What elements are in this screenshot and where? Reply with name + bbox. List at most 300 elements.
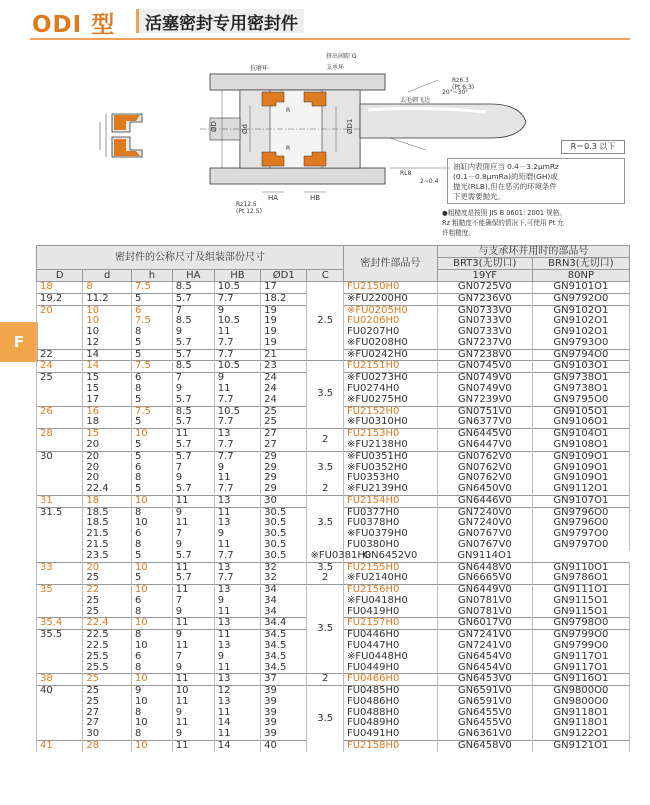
cell-h: 7.5 [131,316,172,327]
cell-brn3: GN9109O1 [532,451,629,462]
cell-d-inner: 25 [83,607,132,618]
cell-ha: 5.7 [172,551,214,562]
cell-d-outer [37,440,83,451]
cell-d-outer [37,596,83,607]
cell-d-inner: 16 [83,406,132,417]
cell-d-inner: 20 [83,463,132,474]
cell-d1: 39 [261,708,307,719]
cell-d-inner: 22.4 [83,484,132,495]
cell-d-outer [37,573,83,584]
cell-brt3: GN6591V0 [437,686,532,697]
cell-ha: 5.7 [172,573,214,584]
cell-d1: 34.4 [261,618,307,630]
cell-d-outer: 35 [37,585,83,596]
cell-d-inner: 21.5 [83,540,132,551]
cell-d1: 34 [261,585,307,596]
cell-part-number: FU2151H0 [343,361,437,373]
cell-d1: 37 [261,674,307,686]
cell-d-inner: 22.5 [83,630,132,641]
cell-brn3: GN9121O1 [532,741,629,752]
cell-h: 10 [131,518,172,529]
cell-d-inner: 11.2 [83,293,132,305]
cell-brn3: GN9793O0 [532,338,629,349]
cell-ha: 7 [172,652,214,663]
cell-hb: 7.7 [214,451,260,462]
cell-brn3: GN9800O0 [532,697,629,708]
cell-brt3: GN6446V0 [437,495,532,507]
r-value-note: R＝0.3 以下 [561,140,625,154]
cell-part-number: ※FU2138H0 [343,440,437,451]
cell-brt3: GN7239V0 [437,395,532,406]
cell-brt3: GN0781V0 [437,607,532,618]
cell-part-number: FU0489H0 [343,718,437,729]
cell-brn3: GN9800O0 [532,686,629,697]
cell-ha: 8.5 [172,406,214,417]
cell-ha: 11 [172,697,214,708]
table-row [37,429,630,440]
cell-hb: 9 [214,596,260,607]
label-rz1: Rz6.3 [452,77,469,84]
cell-brt3: GN7236V0 [437,293,532,305]
cell-d-outer: 28 [37,429,83,440]
page-title: ODI 型 [32,12,116,38]
label-ra2: (Pt 12.5) [236,208,262,215]
cell-d-outer: 35.5 [37,630,83,641]
cell-ha: 5.7 [172,338,214,349]
cell-brn3: GN9792O0 [532,293,629,305]
cell-part-number: ※FU0448H0 [343,652,437,663]
header-col-c: C [307,270,344,282]
cell-d-outer [37,718,83,729]
label-ra1: (Pt 6.3) [452,84,475,91]
cell-c: 3.5 [307,451,344,484]
cell-part-number: ※FU0379H0 [343,529,437,540]
cell-d-inner: 10 [83,305,132,316]
cell-d-outer [37,316,83,327]
cell-c: 3.5 [307,585,344,674]
cell-brn3: GN9115O1 [532,596,629,607]
cell-brt3: GN0733V0 [437,305,532,316]
cell-d-outer: 33 [37,562,83,573]
label-squeeze-gap: 挤出间隙 G [326,53,357,60]
cell-brt3: GN0767V0 [437,529,532,540]
label-ha: HA [268,194,279,202]
cell-h: 10 [131,674,172,686]
cell-d-inner: 17 [83,395,132,406]
cell-d-outer [37,652,83,663]
header-ring-group: 与支承环并用时的部品号 [437,246,629,258]
cell-brn3: GN9111O1 [532,585,629,596]
cell-d1: 24 [261,384,307,395]
cell-ha: 11 [172,562,214,573]
cell-hb: 11 [214,327,260,338]
cell-ha: 7 [172,373,214,384]
cell-hb: 7.7 [214,417,260,428]
cell-hb: 9 [214,305,260,316]
cell-d1: 30 [261,495,307,507]
header-col-ha: HA [172,270,214,282]
seal-section-small [100,114,142,157]
cell-h: 6 [131,463,172,474]
cell-hb: 13 [214,641,260,652]
cell-ha: 5.7 [172,395,214,406]
cell-ha: 5.7 [172,293,214,305]
table-row [37,282,630,294]
cell-part-number: ※FU0352H0 [343,463,437,474]
cell-d1: 29 [261,463,307,474]
cell-d-inner: 20 [83,451,132,462]
cell-c: 2 [307,674,344,686]
cell-brn3: GN9117O1 [532,652,629,663]
cell-part-number: ※FU0208H0 [343,338,437,349]
cell-h: 5 [131,440,172,451]
cell-hb: 11 [214,708,260,719]
header-col-hb: HB [214,270,260,282]
header-brn3-code: 80NP [532,270,629,282]
surface-note-line: (0.1－0.8μmRa)的珩磨(GH)或 [453,172,558,181]
cell-h: 8 [131,729,172,740]
cell-ha: 11 [172,518,214,529]
cell-d1: 32 [261,562,307,573]
cell-h: 6 [131,373,172,384]
cell-brn3: GN9105O1 [532,406,629,417]
cell-d1: 24 [261,373,307,384]
cell-d-inner: 15 [83,373,132,384]
cell-d-inner: 15 [83,384,132,395]
cell-hb: 9 [214,652,260,663]
cell-h: 10 [131,741,172,752]
cell-brn3: GN9107O1 [532,495,629,507]
cell-brn3: GN9122O1 [532,729,629,740]
cell-d-outer: 20 [37,305,83,316]
cell-brt3: GN0762V0 [437,463,532,474]
cell-ha: 9 [172,384,214,395]
cell-part-number: FU0491H0 [343,729,437,740]
cell-part-number: FU0419H0 [343,607,437,618]
cell-c: 2.5 [307,282,344,361]
cell-hb: 7.7 [214,293,260,305]
cell-hb: 11 [214,663,260,674]
cell-part-number: FU0446H0 [343,630,437,641]
cell-ha: 7 [172,305,214,316]
cell-ha: 11 [172,585,214,596]
header-col-d-outer: D [37,270,83,282]
table-row [37,451,630,462]
cell-h: 7.5 [131,361,172,373]
cell-d1: 40 [261,741,307,752]
cell-d-inner: 10 [83,316,132,327]
table-row [37,484,630,495]
cell-hb: 11 [214,607,260,618]
cell-part-number: ※FU0205H0 [343,305,437,316]
cell-part-number: FU0488H0 [343,708,437,719]
cell-ha: 9 [172,507,214,518]
cell-h: 6 [131,596,172,607]
label-anti-wear-ring: 抗磨环 [250,65,269,72]
cell-hb: 13 [214,697,260,708]
cell-hb: 11 [214,507,260,518]
cell-d-outer [37,473,83,484]
cell-part-number: FU0449H0 [343,663,437,674]
cell-d-outer [37,607,83,618]
cell-brn3: GN9794O0 [532,349,629,361]
cell-hb: 13 [214,495,260,507]
cell-ha: 8.5 [172,316,214,327]
cell-d-inner: 23.5 [83,551,132,562]
cell-brn3: GN9118O1 [532,718,629,729]
cell-d-inner: 25.5 [83,652,132,663]
cell-part-number: ※FU0418H0 [343,596,437,607]
cell-ha: 9 [172,630,214,641]
cell-brn3: GN9738O1 [532,373,629,384]
cell-part-number: FU0353H0 [343,473,437,484]
cell-d-outer: 26 [37,406,83,417]
cell-d-inner: 8 [83,282,132,294]
cell-d1: 32 [261,573,307,584]
cell-brt3: GN6454V0 [437,652,532,663]
cell-h: 8 [131,473,172,484]
table-body [37,282,630,752]
cell-hb: 11 [214,630,260,641]
table-row [37,674,630,686]
cell-part-number: ※FU0242H0 [343,349,437,361]
cell-d-inner: 12 [83,338,132,349]
cell-d1: 29 [261,451,307,462]
cell-h: 10 [131,495,172,507]
cell-d1: 24 [261,395,307,406]
cell-brn3: GN9115O1 [532,607,629,618]
cell-brt3: GN0749V0 [437,373,532,384]
label-rz2: Rz12.5 [236,201,257,208]
cell-part-number: FU2153H0 [343,429,437,440]
cell-brn3: GN9117O1 [532,663,629,674]
table-row [37,495,630,507]
label-phi-d1: ØD1 [346,118,354,134]
cell-d-inner: 18.5 [83,507,132,518]
cell-h: 8 [131,663,172,674]
cell-ha: 11 [172,495,214,507]
cell-d-outer: 31 [37,495,83,507]
cell-ha: 5.7 [172,349,214,361]
cell-ha: 9 [172,473,214,484]
cell-d-inner: 18.5 [83,518,132,529]
label-phi-d: ØD [210,121,218,132]
cell-part-number: FU0447H0 [343,641,437,652]
cell-part-number: FU0206H0 [343,316,437,327]
cell-part-number: ※FU0273H0 [343,373,437,384]
cell-d-outer [37,463,83,474]
cell-h: 10 [131,585,172,596]
cell-c: 2 [307,429,344,452]
cell-d-inner: 27 [83,718,132,729]
cell-d1: 39 [261,686,307,697]
cell-h: 8 [131,327,172,338]
cell-brt3: GN6361V0 [437,729,532,740]
cell-brn3: GN9797O0 [532,540,629,551]
cell-brt3: GN0725V0 [437,282,532,294]
cell-d1: 19 [261,327,307,338]
cell-d1: 19 [261,338,307,349]
cell-hb: 9 [214,373,260,384]
cell-brn3: GN9738O1 [532,384,629,395]
cell-d1: 34.5 [261,663,307,674]
surface-note-line: 下更需要抛光。 [453,192,505,201]
cell-brt3: GN6458V0 [437,741,532,752]
cell-d-inner: 25 [83,686,132,697]
cell-ha: 11 [172,718,214,729]
cell-d-inner: 10 [83,327,132,338]
piston-rod [360,104,526,138]
label-support-ring: 支承环 [326,64,345,71]
cell-ha: 7 [172,463,214,474]
cell-d1: 29 [261,473,307,484]
cell-part-number: FU0377H0 [343,507,437,518]
cell-d1: 30.5 [261,507,307,518]
cell-d-outer: 24 [37,361,83,373]
cell-d1: 18.2 [261,293,307,305]
cell-c: 3.5 [307,686,344,752]
cell-hb: 12 [214,686,260,697]
cell-h: 8 [131,384,172,395]
cell-d-inner: 25.5 [83,663,132,674]
footnote-line: ●粗糙度是按照 JIS B 0601: 2001 规格。 [442,209,566,217]
cell-d1: 34.5 [261,641,307,652]
label-angle: 20°~30° [442,89,469,96]
cell-h: 8 [131,630,172,641]
cell-h: 7.5 [131,406,172,417]
cell-d-outer: 22 [37,349,83,361]
cell-d1: 39 [261,729,307,740]
cell-d-inner: 21.5 [83,529,132,540]
cell-brt3: GN6455V0 [437,708,532,719]
header-col-d1: ØD1 [261,270,307,282]
cell-h: 10 [131,618,172,630]
cell-part-number: ※FU2139H0 [343,484,437,495]
surface-note [447,158,625,204]
cell-d-inner: 25 [83,596,132,607]
header-col-h: h [131,270,172,282]
cell-part-number: FU0207H0 [343,327,437,338]
label-deburr: 去毛刺飞边 [400,97,431,104]
cell-brn3: GN9799O0 [532,630,629,641]
cell-brn3: GN9106O1 [532,417,629,428]
cell-brt3: GN7240V0 [437,518,532,529]
cell-hb: 14 [214,741,260,752]
label-chamfer-range: 2~0.4 [420,178,439,185]
cell-h: 8 [131,607,172,618]
section-tab: F [0,322,38,362]
cell-brt3: GN0749V0 [437,384,532,395]
cell-d1: 34 [261,607,307,618]
cell-brt3: GN6452V0 [343,551,437,562]
cell-h: 5 [131,451,172,462]
cell-ha: 5.7 [172,417,214,428]
cell-brn3: GN9797O0 [532,529,629,540]
cell-brn3: GN9795O0 [532,395,629,406]
cell-h: 8 [131,507,172,518]
cell-part-number: FU0466H0 [343,674,437,686]
cell-d-outer: 19.2 [37,293,83,305]
cell-part-number: FU2157H0 [343,618,437,630]
cell-hb: 7.7 [214,349,260,361]
cell-ha: 9 [172,663,214,674]
cell-ha: 9 [172,540,214,551]
cell-ha: 5.7 [172,451,214,462]
cell-d-outer [37,708,83,719]
cell-d-inner: 14 [83,361,132,373]
cell-ha: 7 [172,596,214,607]
cell-brt3: GN6450V0 [437,484,532,495]
cell-d-inner: 30 [83,729,132,740]
cell-brn3: GN9118O1 [532,708,629,719]
cell-hb: 7.7 [214,573,260,584]
table-row [37,562,630,573]
cell-part-number: ※FU0351H0 [343,451,437,462]
cell-hb: 11 [214,384,260,395]
cell-d1: 19 [261,316,307,327]
cell-brn3: GN9103O1 [532,361,629,373]
cell-hb: 10.5 [214,282,260,294]
cell-brt3: GN0762V0 [437,451,532,462]
cell-d1: 25 [261,417,307,428]
cell-part-number: ※FU2140H0 [343,573,437,584]
cell-d1: 25 [261,406,307,417]
cell-ha: 9 [172,708,214,719]
cell-brn3: GN9786O1 [532,573,629,584]
table-row [37,361,630,373]
cell-hb: 11 [214,473,260,484]
header-brt3-code: 19YF [437,270,532,282]
cell-hb: 7.7 [214,395,260,406]
cell-ha: 11 [172,429,214,440]
cell-d-outer [37,641,83,652]
cell-ha: 9 [172,327,214,338]
cell-d-inner: 22 [83,585,132,596]
cell-ha: 8.5 [172,282,214,294]
cell-h: 9 [131,686,172,697]
surface-note-line: 抛光(RLB),但在恶劣的环境条件 [453,182,557,191]
cell-d1: 27 [261,440,307,451]
cell-hb: 13 [214,562,260,573]
cell-d-outer [37,338,83,349]
cell-d-inner: 15 [83,429,132,440]
cell-ha: 9 [172,607,214,618]
cell-brt3: GN0733V0 [437,316,532,327]
cell-brt3: GN6445V0 [437,429,532,440]
cell-part-number: FU2158H0 [343,741,437,752]
cell-d-inner: 20 [83,562,132,573]
table-row [37,573,630,584]
cell-hb: 13 [214,585,260,596]
seal-size-table [36,245,630,752]
cell-brt3: GN7241V0 [437,630,532,641]
cell-d1: 30.5 [261,540,307,551]
cell-hb: 7.7 [214,484,260,495]
cell-brn3: GN9116O1 [532,674,629,686]
cell-h: 5 [131,573,172,584]
cell-d-inner: 28 [83,741,132,752]
cell-d-inner: 20 [83,473,132,484]
cell-d-outer [37,663,83,674]
cell-hb: 7.7 [214,440,260,451]
cell-brt3: GN6454V0 [437,663,532,674]
cell-part-number: FU0274H0 [343,384,437,395]
cell-d-outer: 31.5 [37,507,83,518]
cell-part-number: ※FU0275H0 [343,395,437,406]
cell-h: 7.5 [131,282,172,294]
cell-part-number: ※FU0381H0 [307,551,344,562]
cell-ha: 5.7 [172,440,214,451]
